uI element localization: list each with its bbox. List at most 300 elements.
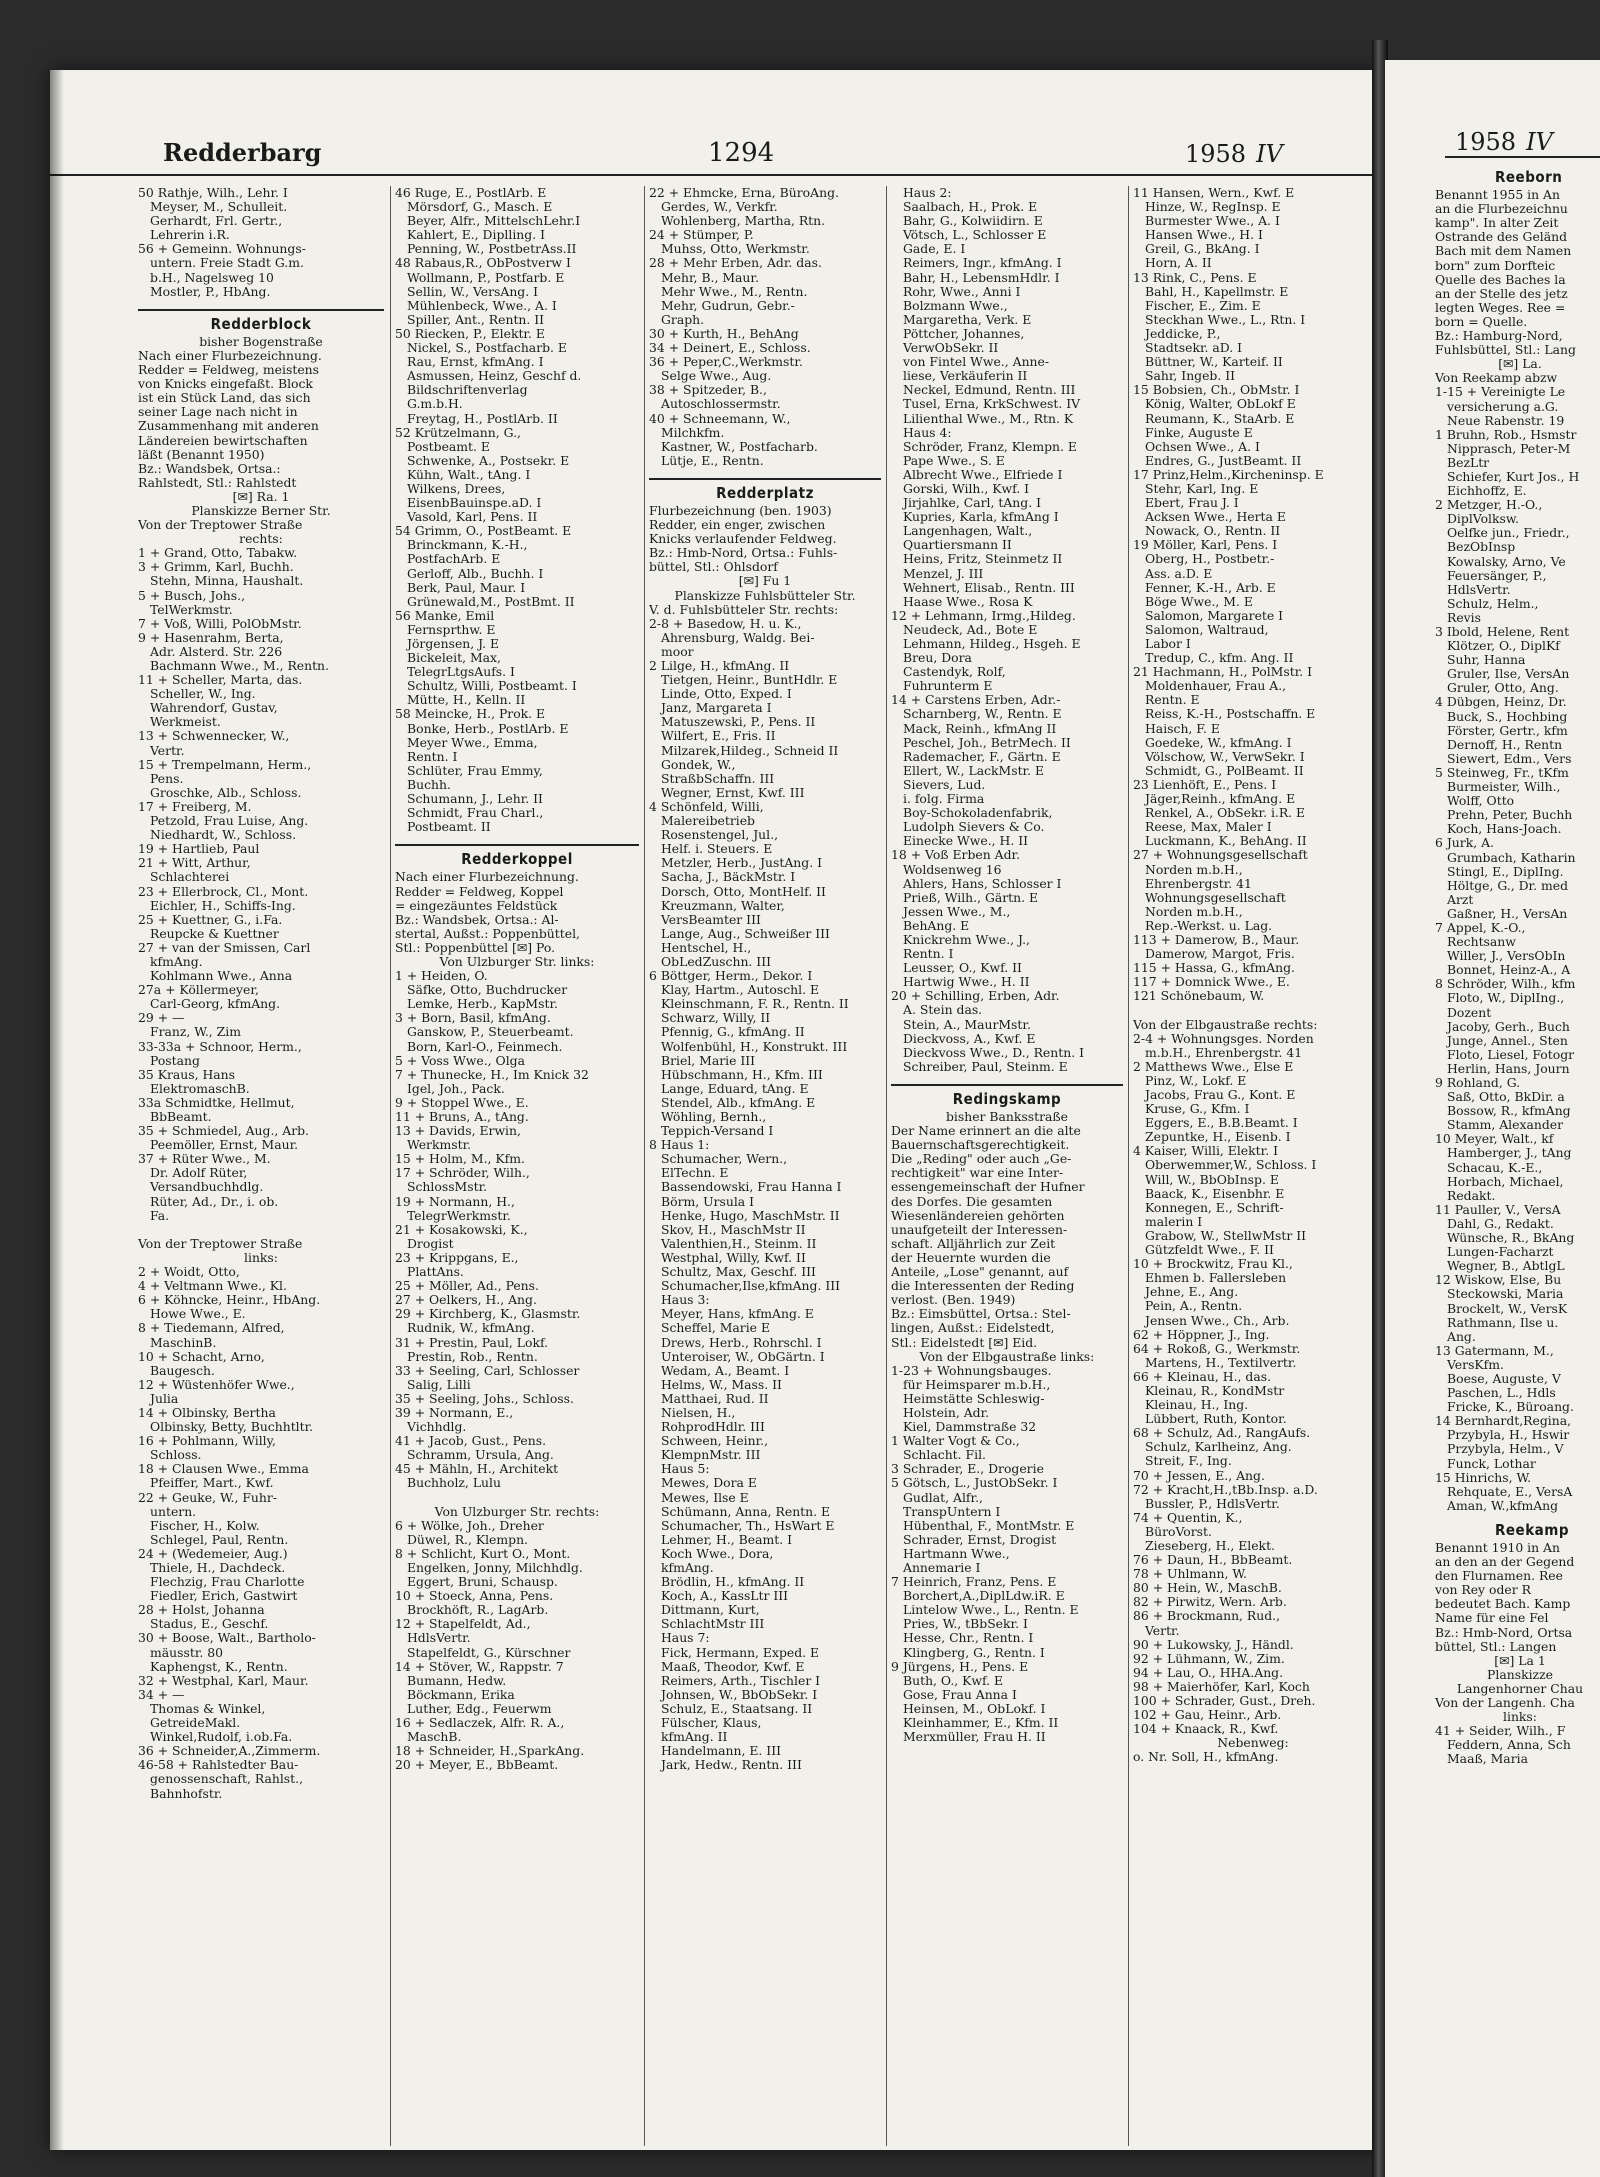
directory-line: Heimstätte Schleswig- bbox=[903, 1391, 1045, 1406]
directory-line: 4 + Veltmann Wwe., Kl. bbox=[138, 1279, 287, 1294]
directory-line: [✉] La 1 bbox=[1494, 1653, 1546, 1668]
directory-line: 113 + Damerow, B., Maur. bbox=[1133, 932, 1300, 947]
directory-line: untern. Freie Stadt G.m. bbox=[150, 256, 304, 271]
directory-line: Kleinau, H., Ing. bbox=[1145, 1398, 1249, 1413]
directory-line: Bickeleit, Max, bbox=[407, 651, 501, 666]
directory-line: von Knicks eingefaßt. Block bbox=[138, 377, 313, 392]
directory-line: Bonnet, Heinz-A., A bbox=[1447, 963, 1571, 978]
directory-line: Schlegel, Paul, Rentn. bbox=[150, 1532, 289, 1547]
directory-line: 17 + Schröder, Wilh., bbox=[395, 1166, 530, 1181]
directory-line: Salomon, Margarete I bbox=[1145, 608, 1284, 623]
directory-line: Nielsen, H., bbox=[661, 1405, 736, 1420]
directory-line: Knicks verlaufender Feldweg. bbox=[649, 532, 837, 547]
directory-line: 56 Manke, Emil bbox=[395, 608, 495, 623]
directory-line: Schulz, Karlheinz, Ang. bbox=[1145, 1440, 1292, 1455]
directory-line: Scheller, W., Ing. bbox=[150, 687, 256, 702]
directory-line: Jäger,Reinh., kfmAng. E bbox=[1145, 792, 1296, 807]
directory-line: Jeddicke, P., bbox=[1145, 326, 1221, 341]
directory-line: [✉] Ra. 1 bbox=[232, 489, 290, 504]
directory-line: Haus 7: bbox=[661, 1631, 710, 1646]
right-page bbox=[1385, 60, 1600, 2177]
directory-line: Schumann, J., Lehr. II bbox=[407, 792, 543, 807]
directory-line: Böge Wwe., M. E bbox=[1145, 594, 1253, 609]
directory-line: Bz.: Hmb-Nord, Ortsa bbox=[1435, 1625, 1573, 1640]
directory-line: Hesse, Chr., Rentn. I bbox=[903, 1631, 1034, 1646]
directory-line: Dieckvoss Wwe., D., Rentn. I bbox=[903, 1045, 1084, 1060]
directory-line: 9 Jürgens, H., Pens. E bbox=[891, 1659, 1029, 1674]
directory-line: Carl-Georg, kfmAng. bbox=[150, 997, 281, 1012]
directory-line: Neue Rabenstr. 19 bbox=[1447, 413, 1565, 428]
right-running-head-year bbox=[1455, 128, 1553, 156]
directory-line: Buchh. bbox=[407, 777, 451, 792]
directory-line: König, Walter, ObLokf E bbox=[1145, 397, 1296, 412]
directory-line: Fenner, K.-H., Arb. E bbox=[1145, 580, 1276, 595]
directory-line: Helf. i. Steuers. E bbox=[661, 842, 773, 857]
directory-line: 74 + Quentin, K., bbox=[1133, 1510, 1243, 1525]
directory-line: 21 Hachmann, H., PolMstr. I bbox=[1133, 665, 1313, 680]
directory-line: Hübschmann, H., Kfm. III bbox=[661, 1067, 823, 1082]
directory-line: Jessen Wwe., M., bbox=[903, 904, 1011, 919]
directory-line: SchlachtMstr III bbox=[661, 1617, 765, 1632]
directory-line: Prestin, Rob., Rentn. bbox=[407, 1349, 538, 1364]
directory-line: Lilienthal Wwe., M., Rtn. K bbox=[903, 411, 1074, 426]
running-head-street: Redderbarg bbox=[163, 138, 322, 167]
directory-line: Eichler, H., Schiffs-Ing. bbox=[150, 898, 296, 913]
directory-line: Flechzig, Frau Charlotte bbox=[150, 1575, 305, 1590]
directory-line: 98 + Maierhöfer, Karl, Koch bbox=[1133, 1679, 1310, 1694]
directory-line: Brinckmann, K.-H., bbox=[407, 538, 528, 553]
directory-line: Penning, W., PostbetrAss.II bbox=[407, 242, 577, 257]
directory-line: Ehmen b. Fallersleben bbox=[1145, 1271, 1287, 1286]
directory-line: moor bbox=[661, 644, 694, 659]
directory-line: Vertr. bbox=[150, 743, 185, 758]
directory-line: Gudlat, Alfr., bbox=[903, 1490, 983, 1505]
street-heading: Redderplatz bbox=[649, 478, 881, 500]
directory-line: Fricke, K., Büroang. bbox=[1447, 1400, 1574, 1415]
directory-line: ist ein Stück Land, das sich bbox=[138, 391, 311, 406]
directory-line: Schreiber, Paul, Steinm. E bbox=[903, 1059, 1068, 1074]
directory-line: Albrecht Wwe., Elfriede I bbox=[903, 467, 1063, 482]
directory-line: 37 + Rüter Wwe., M. bbox=[138, 1152, 271, 1167]
directory-line: Wolfenbühl, H., Konstrukt. III bbox=[661, 1039, 848, 1054]
directory-line: 2 Lilge, H., kfmAng. II bbox=[649, 659, 790, 673]
directory-line: Sahr, Ingeb. II bbox=[1145, 369, 1236, 384]
directory-line: 18 + Voß Erben Adr. bbox=[891, 848, 1021, 863]
directory-line: Kleinschmann, F. R., Rentn. II bbox=[661, 997, 849, 1012]
directory-line: Thiele, H., Dachdeck. bbox=[150, 1561, 286, 1575]
directory-line: 8 Haus 1: bbox=[649, 1138, 710, 1153]
directory-line: Bz.: Eimsbüttel, Ortsa.: Stel- bbox=[891, 1307, 1071, 1322]
directory-line: 19 Möller, Karl, Pens. I bbox=[1133, 538, 1278, 553]
directory-line: Quelle des Baches la bbox=[1435, 272, 1566, 287]
directory-line: Fuhlsbüttel, Stl.: Lang bbox=[1435, 343, 1576, 358]
directory-line: Bz.: Wandsbek, Ortsa.: Al- bbox=[395, 912, 559, 927]
directory-line: Zusammenhang mit anderen bbox=[138, 419, 319, 434]
directory-line: Zepuntke, H., Eisenb. I bbox=[1145, 1130, 1291, 1145]
directory-line: Werkmstr. bbox=[407, 1138, 472, 1153]
directory-line: Handelmann, E. III bbox=[661, 1744, 781, 1759]
directory-line: Acksen Wwe., Herta E bbox=[1145, 510, 1286, 525]
directory-line: 1 Walter Vogt & Co., bbox=[891, 1434, 1020, 1449]
directory-line: 16 + Pohlmann, Willy, bbox=[138, 1434, 276, 1449]
directory-line: Franz, W., Zim bbox=[150, 1025, 241, 1040]
directory-line: Koch, A., KassLtr III bbox=[661, 1589, 789, 1604]
directory-line: Hinze, W., RegInsp. E bbox=[1145, 200, 1281, 215]
directory-line: Selge Wwe., Aug. bbox=[661, 369, 772, 384]
directory-line: Rohr, Wwe., Anni I bbox=[903, 284, 1021, 299]
directory-line: Mörsdorf, G., Masch. E bbox=[407, 200, 553, 215]
directory-line: Przybyla, Helm., V bbox=[1447, 1442, 1564, 1457]
directory-line: Lehrerin i.R. bbox=[150, 228, 230, 243]
directory-line: Kupries, Karla, kfmAng I bbox=[903, 510, 1059, 525]
directory-line: Böckmann, Erika bbox=[407, 1687, 515, 1702]
directory-line: Knickrehm Wwe., J., bbox=[903, 932, 1030, 947]
directory-line: Lehmer, H., Beamt. I bbox=[661, 1532, 793, 1547]
directory-line: Versandbuchhdlg. bbox=[150, 1180, 264, 1195]
directory-line: VersBeamter III bbox=[661, 912, 761, 927]
directory-line: Castendyk, Rolf, bbox=[903, 665, 1006, 680]
directory-line: Ang. bbox=[1447, 1329, 1476, 1344]
directory-line: 35 + Schmiedel, Aug., Arb. bbox=[138, 1124, 310, 1139]
directory-line: Von der Treptower Straße bbox=[138, 1236, 303, 1251]
directory-line: Wolff, Otto bbox=[1447, 794, 1515, 809]
directory-line: Schulz, Helm., bbox=[1447, 596, 1539, 611]
directory-line: 41 + Seider, Wilh., F bbox=[1435, 1724, 1566, 1739]
directory-line: 117 + Domnick Wwe., E. bbox=[1133, 975, 1290, 990]
directory-line: VerwObSekr. II bbox=[903, 341, 999, 356]
directory-line: kfmAng. bbox=[661, 1561, 714, 1575]
column-5 bbox=[1128, 186, 1373, 2146]
directory-line: seiner Lage nach nicht in bbox=[138, 405, 298, 420]
directory-line: Oberg, H., Postbetr.- bbox=[1145, 552, 1275, 567]
directory-line: Olbinsky, Betty, Buchhtltr. bbox=[150, 1420, 314, 1435]
directory-line: Hartmann Wwe., bbox=[903, 1546, 1010, 1561]
directory-line: Pape Wwe., S. E bbox=[903, 453, 1005, 468]
directory-line: 64 + Rokoß, G., Werkmstr. bbox=[1133, 1341, 1301, 1356]
directory-line: Mütte, H., Kelln. II bbox=[407, 693, 526, 708]
directory-line: läßt (Benannt 1950) bbox=[138, 447, 265, 462]
directory-line: born = Quelle. bbox=[1435, 314, 1528, 329]
column-4 bbox=[886, 186, 1123, 2146]
directory-line: Benannt 1910 in An bbox=[1435, 1541, 1560, 1555]
directory-line: 8 + Schlicht, Kurt O., Mont. bbox=[395, 1546, 571, 1561]
directory-line: Planskizze bbox=[1487, 1667, 1553, 1682]
directory-line: Haus 2: bbox=[903, 186, 952, 200]
directory-line: Niedhardt, W., Schloss. bbox=[150, 828, 297, 843]
directory-line: Die „Reding" oder auch „Ge- bbox=[891, 1152, 1072, 1167]
directory-line: Bahnhofstr. bbox=[150, 1786, 223, 1801]
directory-line: Bussler, P., HdlsVertr. bbox=[1145, 1496, 1280, 1511]
directory-line: Saalbach, H., Prok. E bbox=[903, 200, 1038, 215]
directory-line: Klay, Hartm., Autoschl. E bbox=[661, 983, 820, 998]
directory-line: Siewert, Edm., Vers bbox=[1447, 751, 1572, 766]
directory-line: Schlachterei bbox=[150, 870, 230, 885]
directory-line: Thomas & Winkel, bbox=[150, 1701, 266, 1716]
directory-line: Redder = Feldweg, meistens bbox=[138, 363, 319, 378]
directory-line: Wiesenländereien gehörten bbox=[891, 1208, 1065, 1223]
directory-line: 78 + Uhlmann, W. bbox=[1133, 1567, 1247, 1582]
directory-line: 86 + Brockmann, Rud., bbox=[1133, 1609, 1281, 1624]
directory-line: 23 + Krippgans, E., bbox=[395, 1250, 519, 1265]
directory-line: Scharnberg, W., Rentn. E bbox=[903, 707, 1062, 722]
directory-line: 2-4 + Wohnungsges. Norden bbox=[1133, 1031, 1314, 1046]
directory-line: Eichhoffz, E. bbox=[1447, 484, 1527, 499]
directory-line: 7 Heinrich, Franz, Pens. E bbox=[891, 1575, 1057, 1590]
directory-line: 1 + Heiden, O. bbox=[395, 969, 488, 984]
directory-line: 54 Grimm, O., PostBeamt. E bbox=[395, 524, 572, 539]
directory-line: Vasold, Karl, Pens. II bbox=[407, 510, 538, 525]
directory-line: Dahl, G., Redakt. bbox=[1447, 1216, 1554, 1231]
directory-line: Igel, Joh., Pack. bbox=[407, 1081, 505, 1096]
directory-line: Eggert, Bruni, Schausp. bbox=[407, 1575, 558, 1590]
directory-line: Stadtsekr. aD. I bbox=[1145, 341, 1243, 356]
directory-line: Willer, J., VersObIn bbox=[1447, 949, 1566, 964]
directory-line: Von Reekamp abzw bbox=[1435, 371, 1558, 386]
directory-line: [✉] La. bbox=[1498, 357, 1542, 372]
directory-line: Buck, S., Hochbing bbox=[1447, 709, 1568, 724]
directory-line: Matthaei, Rud. II bbox=[661, 1391, 769, 1406]
directory-line: Norden m.b.H., bbox=[1145, 862, 1243, 877]
directory-line: Rentn. E bbox=[1145, 693, 1200, 708]
directory-line: Mehr Wwe., M., Rentn. bbox=[661, 284, 808, 299]
directory-line: Ländereien bewirtschaften bbox=[138, 433, 308, 448]
directory-line: Howe Wwe., E. bbox=[150, 1307, 246, 1322]
directory-line: Haus 5: bbox=[661, 1462, 710, 1477]
directory-line: Dorsch, Otto, MontHelf. II bbox=[661, 884, 826, 899]
directory-line: Mack, Reinh., kfmAng II bbox=[903, 721, 1057, 736]
directory-line: Bz.: Wandsbek, Ortsa.: bbox=[138, 461, 281, 476]
directory-line: Lungen-Facharzt bbox=[1447, 1245, 1554, 1260]
directory-line: Floto, Liesel, Fotogr bbox=[1447, 1047, 1575, 1062]
directory-line: Will, W., BbObInsp. E bbox=[1145, 1172, 1279, 1187]
directory-line: Brockhöft, R., LagArb. bbox=[407, 1603, 549, 1618]
directory-line: Tredup, C., kfm. Ang. II bbox=[1145, 651, 1294, 666]
directory-line: Bach mit dem Namen bbox=[1435, 244, 1572, 259]
directory-line: Boy-Schokoladenfabrik, bbox=[903, 806, 1053, 821]
directory-line: Streit, F., Ing. bbox=[1145, 1454, 1232, 1469]
directory-line: Fiedler, Erich, Gastwirt bbox=[150, 1589, 298, 1604]
directory-line: Feddern, Anna, Sch bbox=[1447, 1738, 1571, 1753]
directory-line: Ganskow, P., Steuerbeamt. bbox=[407, 1025, 574, 1040]
directory-line: Leusser, O., Kwf. II bbox=[903, 961, 1022, 976]
directory-line: 9 + Hasenrahm, Berta, bbox=[138, 630, 284, 645]
directory-line: MaschinB. bbox=[150, 1335, 217, 1350]
directory-line: Bossow, R., kfmAng bbox=[1447, 1104, 1571, 1119]
directory-line: 22 + Ehmcke, Erna, BüroAng. bbox=[649, 186, 839, 200]
directory-line: Steckhan Wwe., L., Rtn. I bbox=[1145, 312, 1306, 327]
directory-line: 9 + Stoppel Wwe., E. bbox=[395, 1095, 529, 1110]
directory-line: 90 + Lukowsky, J., Händl. bbox=[1133, 1637, 1294, 1652]
directory-line: 6 Böttger, Herm., Dekor. I bbox=[649, 969, 813, 984]
directory-line: Paschen, L., Hdls bbox=[1447, 1386, 1556, 1401]
directory-line: Schlacht. Fil. bbox=[903, 1448, 986, 1463]
directory-line: Holstein, Adr. bbox=[903, 1405, 990, 1420]
directory-line: Gerloff, Alb., Buchh. I bbox=[407, 566, 544, 581]
directory-line: m.b.H., Ehrenbergstr. 41 bbox=[1145, 1045, 1303, 1060]
directory-line: Haus 4: bbox=[903, 425, 952, 440]
directory-line: 33-33a + Schnoor, Herm., bbox=[138, 1039, 302, 1054]
directory-line: 13 Rink, C., Pens. E bbox=[1133, 270, 1257, 285]
directory-line: Kowalsky, Arno, Ve bbox=[1447, 554, 1566, 569]
directory-line: Anteile, „Lose" genannt, auf bbox=[891, 1265, 1069, 1280]
directory-line: 3 Ibold, Helene, Rent bbox=[1435, 625, 1570, 639]
directory-line: 62 + Höppner, J., Ing. bbox=[1133, 1327, 1270, 1342]
directory-line: Redder = Feldweg, Koppel bbox=[395, 884, 564, 899]
directory-line: Vichhdlg. bbox=[407, 1420, 467, 1435]
directory-line: Prieß, Wilh., Gärtn. E bbox=[903, 890, 1039, 905]
directory-line: PostfachArb. E bbox=[407, 552, 501, 567]
directory-line: Asmussen, Heinz, Geschf d. bbox=[407, 369, 582, 384]
directory-line: 70 + Jessen, E., Ang. bbox=[1133, 1468, 1265, 1483]
directory-line: Fernsprthw. E bbox=[407, 622, 496, 637]
directory-line: Junge, Annel., Sten bbox=[1447, 1033, 1568, 1048]
directory-line: Pries, W., tBbSekr. I bbox=[903, 1617, 1028, 1632]
directory-line: Höltge, G., Dr. med bbox=[1447, 878, 1569, 893]
directory-line: 52 Krützelmann, G., bbox=[395, 425, 521, 440]
directory-line: TelegrWerkmstr. bbox=[407, 1208, 511, 1223]
directory-line: Herlin, Hans, Journ bbox=[1447, 1061, 1570, 1076]
directory-line: 4 Dübgen, Heinz, Dr. bbox=[1435, 695, 1567, 710]
directory-line: Stendel, Alb., kfmAng. E bbox=[661, 1095, 816, 1110]
directory-line: Rentn. I bbox=[407, 749, 458, 764]
directory-line: Flurbezeichnung (ben. 1903) bbox=[649, 503, 832, 518]
directory-line: Stl.: Poppenbüttel [✉] Po. bbox=[395, 940, 556, 955]
directory-line: Jacoby, Gerh., Buch bbox=[1447, 1019, 1570, 1034]
directory-line: 1-15 + Vereinigte Le bbox=[1435, 385, 1566, 400]
directory-line: 21 + Witt, Arthur, bbox=[138, 856, 251, 871]
directory-line: liese, Verkäuferin II bbox=[903, 369, 1028, 384]
directory-line: 2 Matthews Wwe., Else E bbox=[1133, 1059, 1294, 1074]
directory-line: 11 Hansen, Wern., Kwf. E bbox=[1133, 186, 1295, 200]
directory-line: 15 + Trempelmann, Herm., bbox=[138, 757, 312, 772]
directory-line: 20 + Schilling, Erben, Adr. bbox=[891, 989, 1060, 1004]
directory-line: Jensen Wwe., Ch., Arb. bbox=[1145, 1313, 1290, 1328]
directory-line: 29 + Kirchberg, K., Glasmstr. bbox=[395, 1307, 581, 1322]
directory-line: 30 + Boose, Walt., Bartholo- bbox=[138, 1631, 316, 1646]
directory-line: HdlsVertr. bbox=[1447, 582, 1511, 597]
directory-line: Werkmeist. bbox=[150, 715, 221, 730]
directory-line: Hansen Wwe., H. I bbox=[1145, 228, 1263, 243]
directory-line: Bahr, G., Kolwiidirn. E bbox=[903, 214, 1043, 229]
directory-line: Förster, Gertr., kfm bbox=[1447, 723, 1568, 738]
directory-line: 27 + Wohnungsgesellschaft bbox=[1133, 848, 1308, 863]
directory-line: Stl.: Eidelstedt [✉] Eid. bbox=[891, 1335, 1038, 1350]
directory-line: Ellert, W., LackMstr. E bbox=[903, 763, 1045, 778]
directory-line: Reiss, K.-H., Postschaffn. E bbox=[1145, 707, 1316, 722]
directory-line: Drews, Herb., Rohrschl. I bbox=[661, 1335, 822, 1350]
directory-line: Martens, H., Textilvertr. bbox=[1145, 1355, 1297, 1370]
directory-line: 8 Schröder, Wilh., kfm bbox=[1435, 977, 1576, 992]
directory-line: Brödlin, H., kfmAng. II bbox=[661, 1575, 805, 1590]
directory-line: Revis bbox=[1447, 610, 1481, 625]
directory-line: 6 + Wölke, Joh., Dreher bbox=[395, 1518, 544, 1533]
directory-line: Schümann, Anna, Rentn. E bbox=[661, 1504, 831, 1519]
directory-line: legten Weges. Ree = bbox=[1435, 300, 1566, 315]
volume-text: IV bbox=[1256, 140, 1283, 168]
directory-line: G.m.b.H. bbox=[407, 397, 463, 412]
page-edge-shadow bbox=[50, 70, 64, 2150]
directory-line: 76 + Daun, H., BbBeamt. bbox=[1133, 1553, 1293, 1568]
directory-line: Kastner, W., Postfacharb. bbox=[661, 439, 818, 454]
directory-line: Wohlenberg, Martha, Rtn. bbox=[661, 214, 826, 229]
directory-line: für Heimsparer m.b.H., bbox=[903, 1377, 1051, 1392]
directory-line: kfmAng. II bbox=[661, 1730, 728, 1745]
left-page bbox=[50, 70, 1380, 2150]
directory-line: Goedeke, W., kfmAng. I bbox=[1145, 735, 1292, 750]
directory-line: Büttner, W., Karteif. II bbox=[1145, 355, 1283, 370]
column-3 bbox=[644, 186, 881, 2146]
directory-line: Milzarek,Hildeg., Schneid II bbox=[661, 743, 839, 758]
directory-line: born" zum Dorfteic bbox=[1435, 258, 1556, 273]
directory-line: 27 + Oelkers, H., Ang. bbox=[395, 1293, 537, 1308]
directory-line: Von der Elbgaustraße rechts: bbox=[1133, 1017, 1318, 1032]
directory-line: Peemöller, Ernst, Maur. bbox=[150, 1138, 299, 1153]
directory-line: Buth, O., Kwf. E bbox=[903, 1673, 1004, 1688]
directory-line: Meyer Wwe., Emma, bbox=[407, 735, 538, 750]
directory-line: 13 + Davids, Erwin, bbox=[395, 1124, 521, 1139]
directory-line: 30 + Kurth, H., BehAng bbox=[649, 326, 799, 341]
directory-line: 48 Rabaus,R., ObPostverw I bbox=[395, 256, 571, 271]
directory-line: 2 Metzger, H.-O., bbox=[1435, 498, 1543, 513]
directory-line: 41 + Jacob, Gust., Pens. bbox=[395, 1434, 547, 1449]
directory-line: Brockelt, W., VersK bbox=[1447, 1301, 1568, 1316]
directory-line: Heins, Fritz, Steinmetz II bbox=[903, 552, 1063, 567]
directory-line: 7 + Voß, Willi, PolObMstr. bbox=[138, 616, 302, 631]
directory-line: an der Stelle des jetz bbox=[1435, 286, 1568, 301]
directory-line: Wilkens, Drees, bbox=[407, 481, 506, 496]
directory-line: Przybyla, H., Hswir bbox=[1447, 1428, 1570, 1443]
directory-line: Pein, A., Rentn. bbox=[1145, 1299, 1243, 1314]
directory-line: 11 + Scheller, Marta, das. bbox=[138, 673, 303, 688]
directory-line: Dozent bbox=[1447, 1005, 1492, 1020]
directory-line: Maaß, Theodor, Kwf. E bbox=[661, 1659, 805, 1674]
directory-line: Bachmann Wwe., M., Rentn. bbox=[150, 659, 329, 673]
directory-line: Gruler, Otto, Ang. bbox=[1447, 681, 1559, 696]
directory-line: Julia bbox=[150, 1391, 179, 1406]
directory-line: Von der Langenh. Cha bbox=[1435, 1696, 1575, 1711]
directory-line: Jark, Hedw., Rentn. III bbox=[661, 1758, 802, 1773]
directory-line: Stein, A., MaurMstr. bbox=[903, 1017, 1031, 1032]
directory-line: 58 Meincke, H., Prok. E bbox=[395, 707, 546, 722]
directory-line: 82 + Pirwitz, Wern. Arb. bbox=[1133, 1595, 1287, 1610]
directory-line: Mehr, Gudrun, Gebr.- bbox=[661, 298, 795, 313]
directory-line: Ochsen Wwe., A. I bbox=[1145, 439, 1260, 454]
directory-line: Grumbach, Katharin bbox=[1447, 850, 1576, 865]
directory-line: Westphal, Willy, Kwf. II bbox=[661, 1250, 806, 1265]
directory-line: Bahl, H., Kapellmstr. E bbox=[1145, 284, 1289, 299]
directory-line: 10 Meyer, Walt., kf bbox=[1435, 1132, 1554, 1147]
directory-line: schaft. Alljährlich zur Zeit bbox=[891, 1236, 1056, 1251]
page-number: 1294 bbox=[708, 138, 775, 168]
directory-line: 40 + Schneemann, W., bbox=[649, 411, 791, 426]
directory-line: 100 + Schrader, Gust., Dreh. bbox=[1133, 1694, 1316, 1709]
directory-line: Klingberg, G., Rentn. I bbox=[903, 1645, 1045, 1660]
directory-line: Einecke Wwe., H. II bbox=[903, 834, 1029, 849]
directory-line: Haase Wwe., Rosa K bbox=[903, 594, 1033, 609]
directory-line: Feuersänger, P., bbox=[1447, 568, 1547, 583]
directory-line: Autoschlossermstr. bbox=[661, 397, 781, 412]
directory-line: 12 Wiskow, Else, Bu bbox=[1435, 1273, 1562, 1288]
directory-line: Pfennig, G., kfmAng. II bbox=[661, 1025, 805, 1040]
directory-line: Menzel, J. III bbox=[903, 566, 984, 581]
directory-line: Peschel, Joh., BetrMech. II bbox=[903, 735, 1071, 750]
directory-line: Merxmüller, Frau H. II bbox=[903, 1730, 1046, 1745]
directory-line: Norden m.b.H., bbox=[1145, 904, 1243, 919]
directory-line: Graph. bbox=[661, 312, 705, 327]
directory-line: ElTechn. E bbox=[661, 1166, 729, 1181]
directory-line: Langenhorner Chau bbox=[1456, 1681, 1584, 1696]
directory-line: 45 + Mähln, H., Architekt bbox=[395, 1462, 559, 1477]
